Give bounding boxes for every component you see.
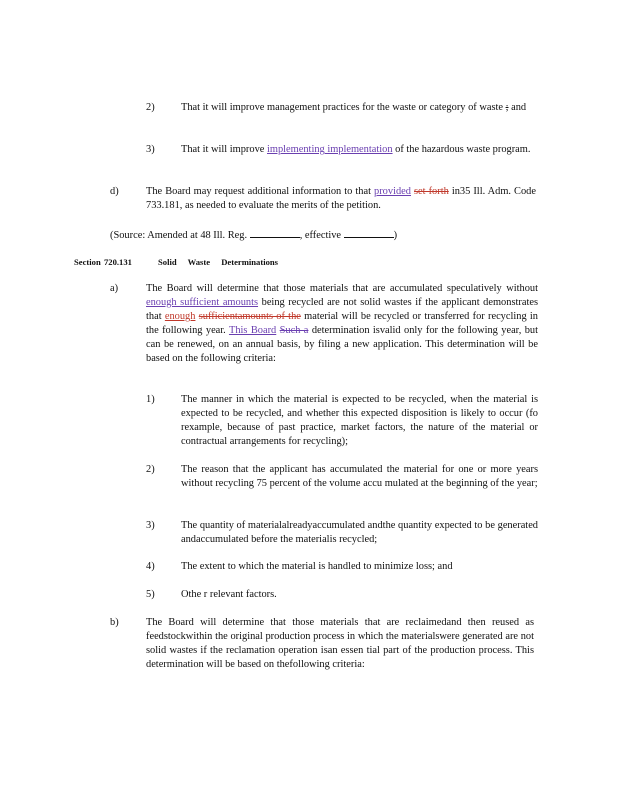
item-d-deleted: set forth — [414, 186, 449, 197]
criterion-3-text: The quantity of materialalreadyaccumulated andthe quantity expected to be generated andaccumulated before the materialis recycled; — [181, 520, 538, 545]
source-mid: , effective — [299, 230, 342, 241]
item-2-deleted: ; — [505, 102, 509, 113]
item-a-text — [146, 282, 538, 366]
item-d-pre: The Board may request additional information to that — [146, 186, 375, 197]
section-number: 720.131 — [104, 257, 132, 267]
section-label: Section — [74, 257, 101, 267]
criterion-1-number: 1) — [146, 394, 155, 405]
criterion-4-number: 4) — [146, 561, 155, 572]
criterion-3-number: 3) — [146, 520, 155, 531]
item-a-deleted-1: sufficientamounts of the — [198, 311, 301, 322]
criterion-2-text: The reason that the applicant has accumulated the material for one or more years without recycling 75 percent of the volume accu mulated at the beginning of the year; — [181, 464, 538, 489]
item-a-t2: being recycled are not solid wastes if the applicant demonstrates that — [146, 297, 538, 322]
item-d-inserted: provided — [374, 186, 411, 197]
item-d-post: in35 Ill. Adm. Code 733.181, as needed to evaluate the merits of the petition. — [146, 186, 536, 211]
item-3-post: of the hazardous waste program. — [392, 144, 531, 155]
criterion-5-text: Othe r relevant factors. — [181, 589, 277, 600]
item-a-inserted-3: This Board — [228, 325, 277, 336]
item-3-number: 3) — [146, 144, 155, 155]
criterion-2-number: 2) — [146, 464, 155, 475]
item-a-t3: material will be recycled or transferred for recycling in the following year. — [146, 311, 538, 336]
item-d-number: d) — [110, 186, 119, 197]
item-2-post: and — [508, 102, 527, 113]
item-d-text — [146, 185, 536, 213]
section-title: Solid Waste Determinations — [158, 257, 279, 267]
item-3-pre: That it will improve — [181, 144, 267, 155]
source-line — [110, 227, 540, 243]
item-a-number: a) — [110, 283, 119, 294]
item-a-t4: determination isvalid only for the following year, but can be renewed, on an annual basis, by filing a new application. This determination will be based on the following criteria: — [146, 325, 538, 364]
item-a-deleted-2: Such a — [279, 325, 309, 336]
item-3-inserted-2: implementation — [324, 144, 393, 155]
source-blank-1 — [250, 227, 300, 238]
item-a-inserted-2: enough — [164, 311, 196, 322]
source-pre: (Source: Amended at 48 Ill. Reg. — [110, 230, 248, 241]
item-2-pre: That it will improve management practices for the waste or category of waste — [181, 102, 506, 113]
item-3-text — [181, 143, 536, 157]
criterion-1-text: The manner in which the material is expected to be recycled, when the material is expected to be recycled, and whether this expected disposition is likely to occur (fo rexample, because of past practice, market factors, the nature of the material or contractual arrangements for recycling); — [181, 394, 538, 447]
criterion-4-text: The extent to which the material is handled to minimize loss; and — [181, 561, 453, 572]
source-post: ) — [393, 230, 398, 241]
item-b-number: b) — [110, 617, 119, 628]
item-2-text — [181, 101, 536, 115]
source-blank-2 — [344, 227, 394, 238]
item-b-text: The Board will determine that those materials that are reclaimedand then reused as feedstockwithin the original production process in which the materialswere generated are not solid wastes if the reclamation operation isan essen tial part of the production process. This determination will be based on thefollowing criteria: — [146, 617, 534, 670]
item-a-t1: The Board will determine that those materials that are accumulated speculatively without — [146, 283, 538, 294]
item-3-inserted: implementing — [267, 144, 325, 155]
item-2-number: 2) — [146, 102, 155, 113]
item-a-inserted-1: enough sufficient amounts — [146, 297, 259, 308]
criterion-5-number: 5) — [146, 589, 155, 600]
